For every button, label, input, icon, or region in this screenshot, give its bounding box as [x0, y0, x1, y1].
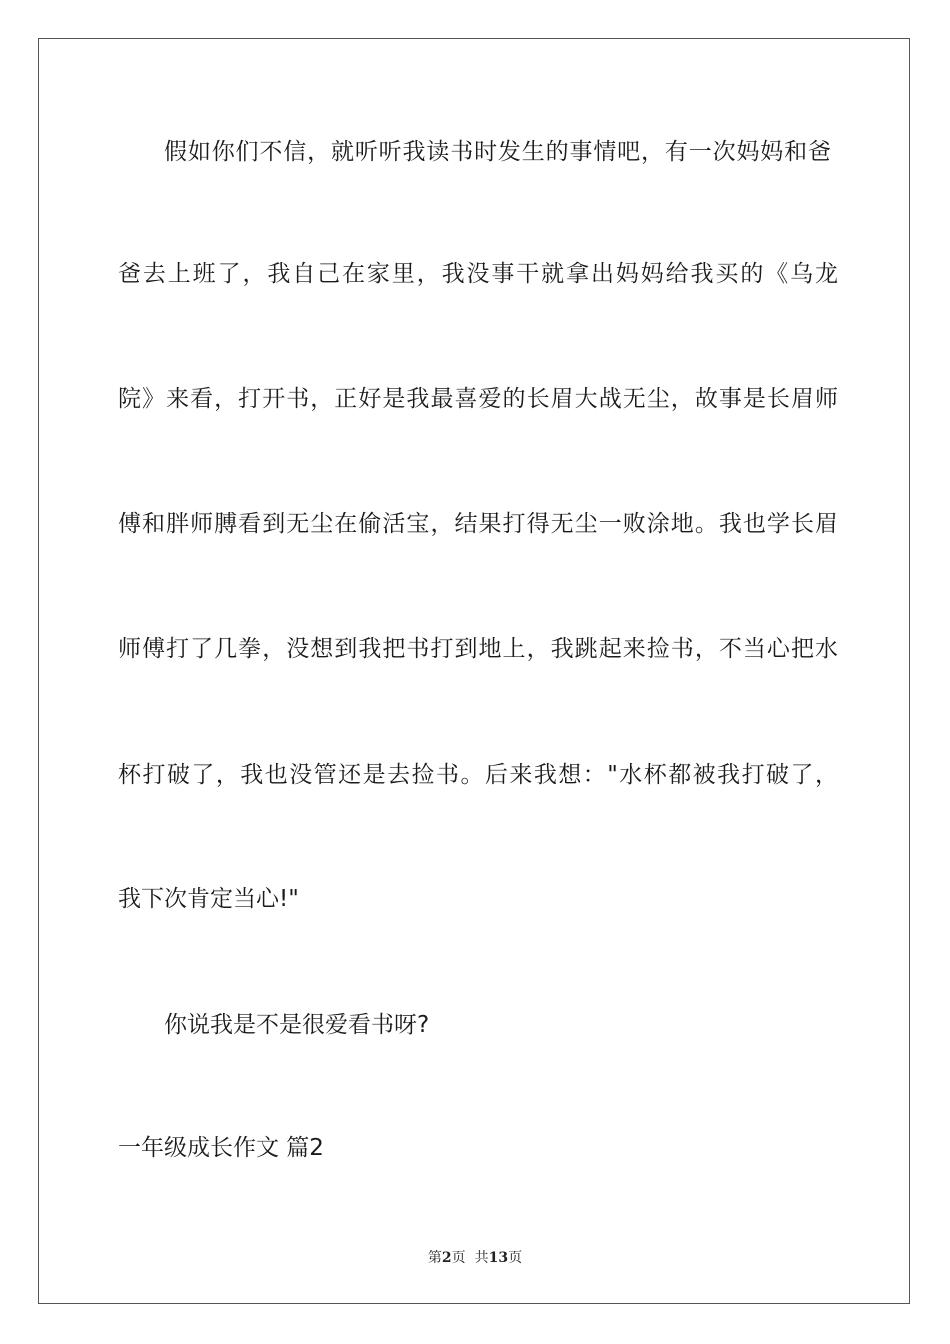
- footer-prefix: 第: [427, 1250, 442, 1266]
- paragraph-line-4: 傅和胖师膊看到无尘在偷活宝，结果打得无尘一败涂地。我也学长眉: [118, 511, 838, 537]
- section-heading: 一年级成长作文 篇2: [118, 1135, 324, 1161]
- page-footer: [0, 1247, 950, 1267]
- paragraph-line-6: 杯打破了，我也没管还是去捡书。后来我想："水杯都被我打破了，: [118, 762, 838, 788]
- footer-total-pages: 13: [488, 1250, 509, 1266]
- paragraph-line-1: 假如你们不信，就听听我读书时发生的事情吧，有一次妈妈和爸: [164, 139, 831, 165]
- paragraph-question: 你说我是不是很爱看书呀?: [164, 1012, 430, 1038]
- footer-mid: 页 共: [451, 1250, 489, 1266]
- paragraph-line-7: 我下次肯定当心!": [118, 886, 299, 912]
- paragraph-line-3: 院》来看，打开书，正好是我最喜爱的长眉大战无尘，故事是长眉师: [118, 386, 838, 412]
- paragraph-line-5: 师傅打了几拳，没想到我把书打到地上，我跳起来捡书，不当心把水: [118, 636, 838, 662]
- footer-page-number: 2: [441, 1250, 452, 1266]
- page-border: [38, 38, 910, 1304]
- paragraph-line-2: 爸去上班了，我自己在家里，我没事干就拿出妈妈给我买的《乌龙: [118, 261, 838, 287]
- footer-suffix: 页: [508, 1250, 523, 1266]
